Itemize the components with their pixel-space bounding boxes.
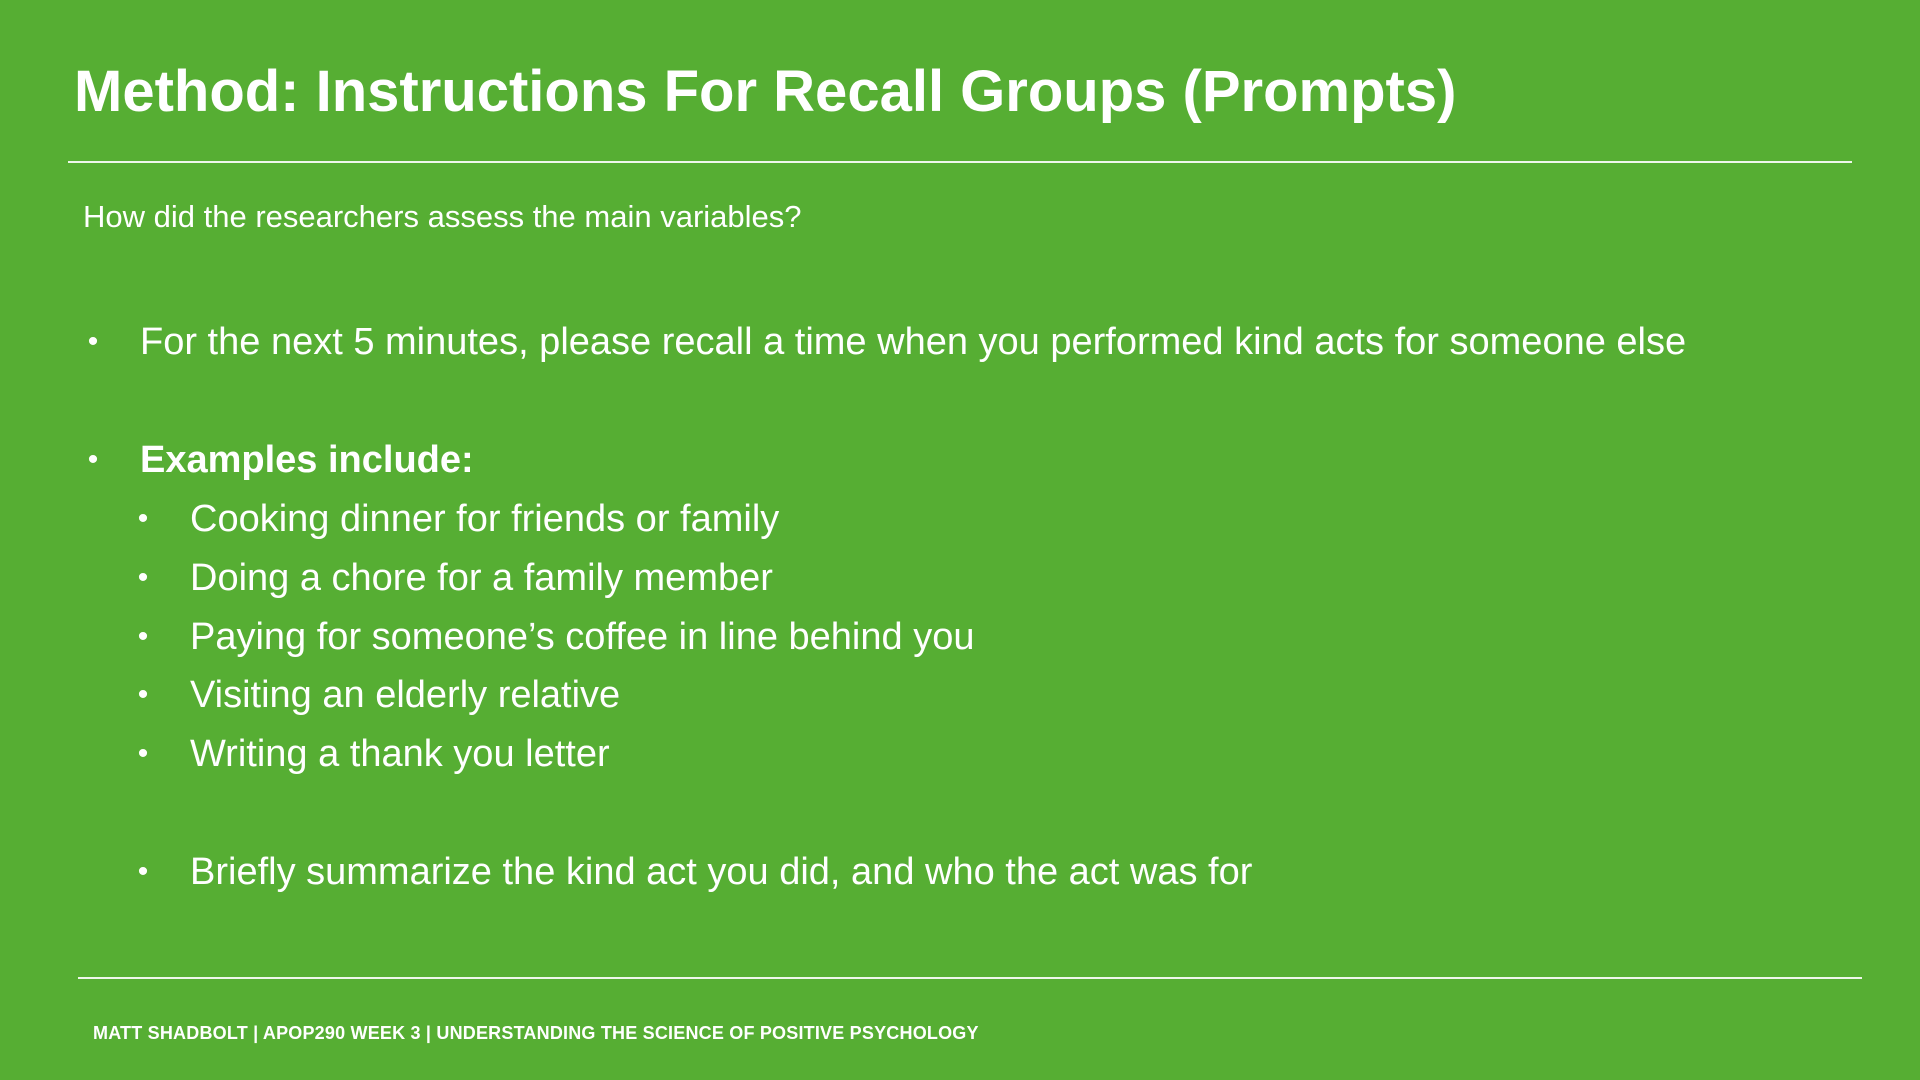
- bullet-text: Briefly summarize the kind act you did, and who the act was for: [190, 851, 1253, 893]
- bullet-text: Paying for someone’s coffee in line behind you: [190, 616, 975, 658]
- slide-subtitle: How did the researchers assess the main variables?: [83, 199, 802, 234]
- bullet-dot: •: [137, 561, 149, 594]
- bullet-text: Writing a thank you letter: [190, 733, 610, 775]
- bullet-text: Visiting an elderly relative: [190, 674, 621, 716]
- slide-footer: MATT SHADBOLT | APOP290 WEEK 3 | UNDERSTANDING THE SCIENCE OF POSITIVE PSYCHOLOGY: [93, 1023, 979, 1043]
- bullet-text: For the next 5 minutes, please recall a time when you performed kind acts for someone else: [140, 321, 1687, 363]
- bullet-dot: •: [137, 620, 149, 653]
- bullet-dot: •: [137, 502, 149, 535]
- bullet-dot: •: [87, 325, 99, 358]
- bullet-text: Doing a chore for a family member: [190, 557, 773, 599]
- slide-title: Method: Instructions For Recall Groups (Prompts): [74, 59, 1457, 124]
- bullet-dot: •: [87, 443, 99, 476]
- title-divider: [68, 161, 1852, 163]
- bullet-text: Cooking dinner for friends or family: [190, 498, 780, 540]
- bullet-dot: •: [137, 737, 149, 770]
- bullet-dot: •: [137, 678, 149, 711]
- bullet-text: Examples include:: [140, 439, 474, 481]
- footer-divider: [78, 977, 1862, 979]
- bullet-dot: •: [137, 855, 149, 888]
